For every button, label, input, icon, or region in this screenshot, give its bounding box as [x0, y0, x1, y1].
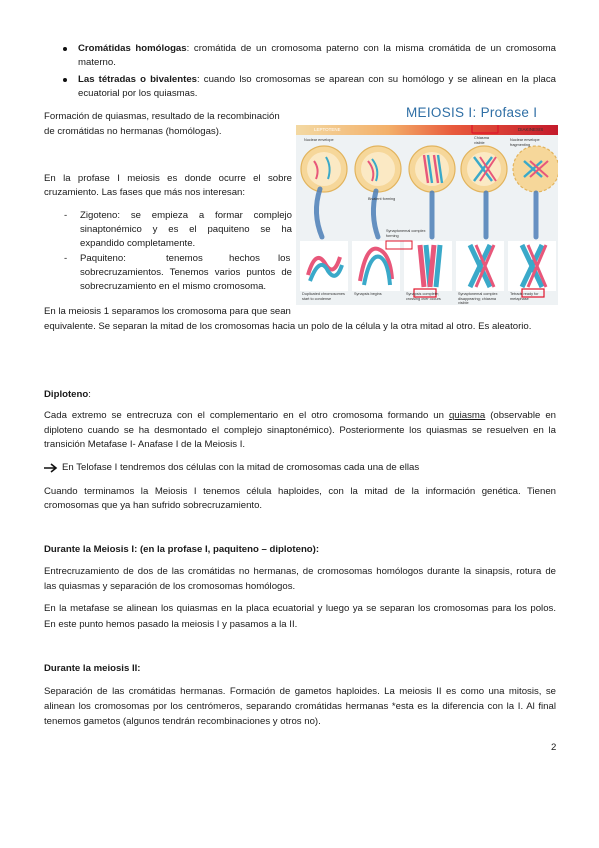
paquiteno-word-3: hechos: [229, 253, 260, 264]
haploides-line-2: cromosomas que ya han sufrido sobrecruzamiento.: [44, 500, 263, 511]
label-chiasma: Chiasma visible: [474, 136, 489, 145]
diploteno-heading: Diploteno:: [44, 389, 91, 400]
bullet-cromatidas: Cromátidas homólogas: cromátida de un cromosoma paterno con la misma cromátida de un cromosoma: [78, 43, 556, 54]
durante1-line-4: En este punto hemos pasado la meiosis I y pasamos a la II.: [44, 619, 298, 630]
diploteno-line-1: Cada extremo se entrecruza con el complementario en el otro cromosoma formando un quiasma (observable en: [44, 410, 556, 421]
stage-arrows: [316, 189, 536, 237]
bullet-dot: [63, 78, 67, 82]
telofase-line: En Telofase I tendremos dos células con la mitad de cromosomas cada una de ellas: [62, 462, 420, 473]
durante1-line-2: las quiasmas y separación de los cromosomas homólogos.: [44, 581, 296, 592]
diploteno-line-2: diploteno cuando se ha desmontado el complejo sinaptonémico). Posteriormente los quiasmas se resuelven en la: [44, 425, 556, 436]
quiasmas-line-2: de cromátidas no hermanas (homólogas).: [44, 126, 222, 137]
figure-illustration: [296, 125, 558, 305]
label-nuclear-envelope: Nuclear envelope: [304, 138, 334, 142]
label-bivalent-forming: Bivalent forming: [368, 197, 396, 201]
meiosis-profase-figure: [296, 105, 558, 305]
durante2-line-1: Separación de las cromátidas hermanas. Formación de gametos haploides. La meiosis II es como una mitosis, se: [44, 686, 556, 697]
cell-leptotene: [301, 146, 347, 192]
bullet-dot: [63, 47, 67, 51]
dash-zigoteno: -: [64, 210, 68, 221]
stage-label-leptotene: LEPTOTENE: [314, 127, 341, 132]
durante2-line-3: tenemos gametos (algunos tendrán recombinaciones y otros no).: [44, 716, 321, 727]
paquiteno-line-2: sobrecruzamientos. Tenemos varios puntos de: [80, 267, 292, 278]
label-envelope-fragmenting: Nuclear envelope fragmenting: [510, 138, 540, 147]
stage-label-diakinesis: DIAKINESIS: [518, 127, 544, 132]
durante1-line-1: Entrecruzamiento de dos de las cromátidas no hermanas, de cromosomas homólogos durante la sinapsis, rotura de: [44, 566, 556, 577]
paquiteno-word-4: los: [278, 253, 291, 264]
figure-title: MEIOSIS I: Profase I: [406, 105, 538, 120]
meiosis1-line-2: equivalente. Se separan la mitad de los cromosomas hacia un polo de la célula y la otra mitad al otro. Es aleatorio.: [44, 321, 532, 332]
zigoteno-line-3: expandido completamente.: [80, 238, 196, 249]
durante-meiosis2-heading: Durante la meiosis II:: [44, 663, 141, 674]
page-number: 2: [551, 742, 557, 753]
durante1-line-3: En la metafase se alinean los quiasmas en la placa ecuatorial y luego ya se separan los cromosomas para los polos.: [44, 603, 556, 614]
haploides-line-1: Cuando terminamos la Meiosis I tenemos célula haploides, con la mitad de la información genética. Tienen: [44, 486, 556, 497]
durante-meiosis1-heading: Durante la Meiosis I: (en la profase I, paquiteno – diploteno):: [44, 544, 320, 555]
arrow-right-icon: [44, 463, 58, 473]
bullet-tetradas-cont: ecuatorial por los quiasmas.: [78, 88, 198, 99]
caption-3: Synapsis complete; crossing over occurs: [406, 292, 441, 301]
cell-pachytene: [409, 146, 455, 192]
paquiteno-line-3: sobrecruzamiento en el mismo cromosoma.: [80, 281, 267, 292]
cell-zygotene: [355, 146, 401, 192]
cell-diplotene: [461, 146, 507, 192]
caption-4: Synaptonemal complex disappearing; chiasma visible: [458, 292, 498, 306]
paquiteno-word-2: tenemos: [166, 253, 203, 264]
bullet-cromatidas-cont: materno.: [78, 57, 116, 68]
profase-line-1: En la profase I meiosis es donde ocurre el sobre: [44, 173, 292, 184]
paquiteno-word-1: Paquiteno:: [80, 253, 126, 264]
diploteno-line-3: transición Metafase I- Anafase I de la Meiosis I.: [44, 439, 246, 450]
label-synaptonemal: Synaptonemal complex forming: [386, 229, 426, 238]
zigoteno-line-1: Zigoteno: se empieza a formar complejo: [80, 210, 292, 221]
figure-panel: [296, 125, 558, 305]
durante2-line-2: alinean los cromosomas por los centrómeros, separando cromátidas hermanas *esta es la diferencia con la I. Al final: [44, 701, 556, 712]
meiosis1-line-1: En la meiosis 1 separamos los cromosoma para que sean: [44, 306, 291, 317]
quiasmas-line-1: Formación de quiasmas, resultado de la recombinación: [44, 111, 280, 122]
caption-5: Tetrads ready for metaphase: [510, 292, 539, 301]
profase-line-2: cruzamiento. Las fases que más nos interesan:: [44, 187, 246, 198]
zigoteno-line-2: sinaptonémico y es el paquiteno se ha: [80, 224, 292, 235]
cell-diakinesis: [513, 146, 558, 192]
caption-1: Duplicated chromosomes start to condense: [302, 292, 345, 301]
caption-2: Synapsis begins: [354, 292, 382, 296]
bullet-tetradas: Las tétradas o bivalentes: cuando lso cromosomas se aparean con su homólogo y se alinean en la placa: [78, 74, 556, 85]
dash-paquiteno: -: [64, 253, 68, 264]
